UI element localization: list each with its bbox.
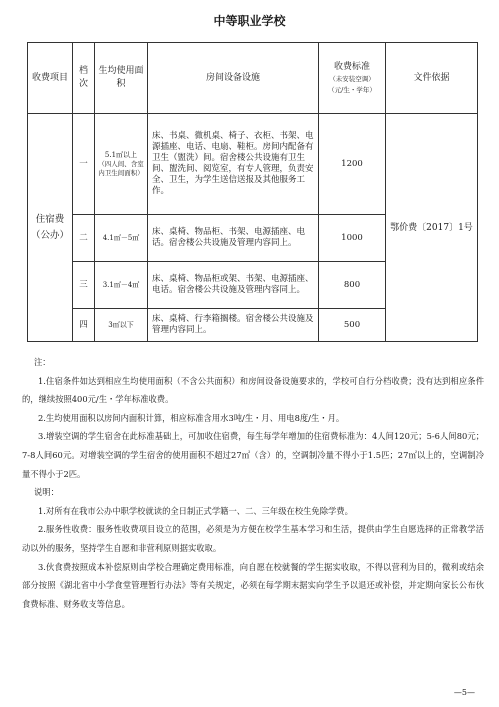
facility-cell: 床、桌椅、物品柜、书架、电源插座、电话。宿舍楼公共设施及管理内容同上。 xyxy=(148,215,319,262)
basis-cell: 鄂价费〔2017〕1号 xyxy=(386,114,478,342)
note-item: 3.增装空调的学生宿舍在此标准基础上，可加收住宿费，每生每学年增加的住宿费标准为：4人间120元；5-6人间80元；7-8人间60元。对增装空调的学生宿舍的使用面积不超过27㎡（含）的，空调制冷量不得小于1.5匹；27㎡以上的，空调制冷量不得小于2匹。 xyxy=(22,431,484,479)
notes-section xyxy=(22,353,484,613)
facility-cell: 床、书桌、微机桌、椅子、衣柜、书架、电源插座、电话、电扇、鞋柜。房间内配备有卫生（盥洗）间。宿舍楼公共设施有卫生间、盥洗间、阅览室，有专人管理，负责安全、卫生，为学生送信送报及其他服务工作。 xyxy=(148,114,319,215)
table-row xyxy=(28,114,478,215)
standard-cell: 1200 xyxy=(319,114,386,215)
grade-cell: 二 xyxy=(73,215,95,262)
explain-item: 2.服务性收费：服务性收费项目设立的范围，必须是为方便在校学生基本学习和生活，提供由学生自愿选择的正常教学活动以外的服务，坚持学生自愿和非营利原则据实收取。 xyxy=(22,524,484,553)
notes-heading: 注： xyxy=(34,357,51,367)
area-cell: 3㎡以下 xyxy=(95,309,148,342)
header-item: 收费项目 xyxy=(28,43,73,114)
explain-item: 1.对所有在我市公办中职学校就读的全日制正式学籍一、二、三年级在校生免除学费。 xyxy=(38,505,353,516)
grade-cell: 四 xyxy=(73,309,95,342)
standard-cell: 500 xyxy=(319,309,386,342)
facility-cell: 床、桌椅、物品柜或架、书架、电源插座、电话。宿舍楼公共设施及管理内容同上。 xyxy=(148,262,319,309)
header-area: 生均使用面积 xyxy=(95,43,148,114)
area-cell: 5.1㎡以上 （四人间、含室内卫生间面积） xyxy=(95,114,148,215)
header-standard: 收费标准 （未安装空调） （元/生・学年） xyxy=(319,43,386,114)
header-facility: 房间设备设施 xyxy=(148,43,319,114)
page-number: —5— xyxy=(453,688,475,697)
table-header-row xyxy=(28,43,478,114)
note-item: 2.生均使用面积以房间内面积计算，相应标准含用水3吨/生・月、用电8度/生・月。 xyxy=(38,412,345,423)
explain-item: 3.伙食费按照成本补偿原则由学校合理确定费用标准，向自愿在校就餐的学生据实收取，不得以营利为目的，微利或结余部分按照《湖北省中小学食堂管理暂行办法》等有关规定，必须在每学期末据实向学生予以退还或补偿，并定期向家长公布伙食费标准、财务收支等信息。 xyxy=(22,561,484,609)
grade-cell: 一 xyxy=(73,114,95,215)
facility-cell: 床、桌椅、行李箱搁楼。宿舍楼公共设施及管理内容同上。 xyxy=(148,309,319,342)
note-item: 1.住宿条件如达到相应生均使用面积（不含公共面积）和房间设备设施要求的，学校可自行分档收费；没有达到相应条件的，继续按照400元/生・学年标准收费。 xyxy=(22,375,484,405)
fee-table xyxy=(27,42,478,342)
area-cell: 3.1㎡－4㎡ xyxy=(95,262,148,309)
grade-cell: 三 xyxy=(73,262,95,309)
header-grade: 档次 xyxy=(73,43,95,114)
standard-cell: 800 xyxy=(319,262,386,309)
page-title: 中等职业学校 xyxy=(213,14,286,28)
area-cell: 4.1㎡－5㎡ xyxy=(95,215,148,262)
item-cell: 住宿费（公办） xyxy=(28,114,73,342)
explain-heading: 说明： xyxy=(34,487,59,498)
header-basis: 文件依据 xyxy=(386,43,478,114)
standard-cell: 1000 xyxy=(319,215,386,262)
